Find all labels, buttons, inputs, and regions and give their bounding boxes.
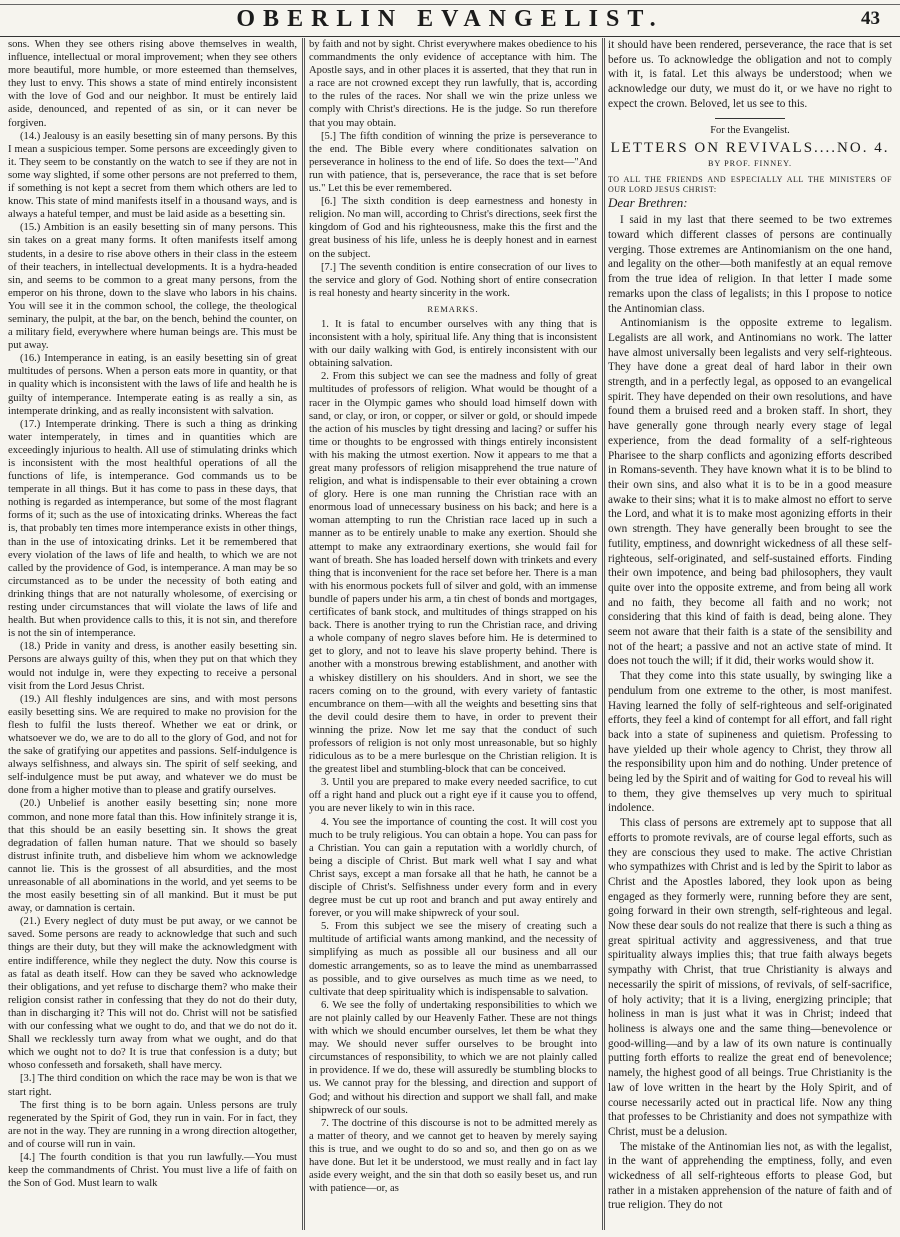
- paragraph: This class of persons are extremely apt to suppose that all efforts to promote revivals, are of course legal efforts, such as they are conscious they used to make. The active Christian who sympathizes with Christ and is led by the Spirit to labor as Christ and the Apostles labored, they look upon as being engaged as they formerly were, running before they are sent, going forward in their own strength, self-righteous and legal. Now these dear souls do not realize that there is such a thing as great spiritual activity and aggressiveness, and that true spirituality always implies this; that true faith always begets sympathy with Christ, that true Christianity is always and necessarily the spirit of missions, of revivals, of self-sacrifice, of holy activity; that it is a living, energizing principle; that holiness in man is just what it was in Christ; indeed that holiness is always one and the same thing—benevolence or good-willing—and by a law of its own nature is continually putting forth efforts to realize the great end of benevolence; namely, the highest good of all beings. True Christianity is the law of love written in the heart by the Holy Spirit, and of course necessarily acted out in practical life. Now any thing that professes to be Christianity and does not sympathize with Christ, must be a delusion.: [608, 817, 892, 1138]
- paragraph: The first thing is to be born again. Unless persons are truly regenerated by the Spirit of God, they run in vain. For in fact, they are not in the way. They are running in a wrong direction altogether, and of course will run in vain.: [8, 1099, 297, 1150]
- paragraph: 4. You see the importance of counting the cost. It will cost you much to be truly religious. You can obtain a hope. You can pass for a Christian. You can gain a reputation with a worldly church, of being a disciple of Christ. But mark well what I say and what Christ says, except a man forsake all that he hath, he cannot be a disciple of Christ's. Selfishness under every form and in every degree must be cut up root and branch and put away entirely and forever, or you will make shipwreck of your soul.: [309, 816, 597, 920]
- paragraph: The mistake of the Antinomian lies not, as with the legalist, in the want of apprehending the emptiness, folly, and even wickedness of all self-righteous efforts to please God, but rather in a mistaken apprehension of the nature of faith and of true religion. They do not: [608, 1140, 892, 1212]
- paragraph: [3.] The third condition on which the race may be won is that we start right.: [8, 1073, 297, 1098]
- column-3: [608, 38, 892, 1230]
- column-separator: [302, 38, 305, 1230]
- paragraph: it should have been rendered, perseverance, the race that is set before us. To acknowledge the obligation and not to comply with it, is fatal. Let this always be understood; when we acknowledge our duty, we must do it, or we have no right to expect the crown. Beloved, let us see to this.: [608, 39, 892, 110]
- paragraph: I said in my last that there seemed to be two extremes toward which different classes of persons are continually verging. Those extremes are Antinomianism on the one hand, and legality on the other—both manifestly at an equal remove from the true idea of religion. In that letter I made some remarks upon the class of legalists; in this I propose to notice the Antinomian class.: [608, 214, 892, 315]
- column-2: [309, 38, 597, 1230]
- paragraph: 7. The doctrine of this discourse is not to be admitted merely as a matter of theory, and we cannot get to heaven by merely saying this is true, and we ought to do so and so, and then go on as we have done. But let it be understood, we must really and in fact lay aside every weight, and the sin that doth so easily beset us, and run with patience—or, as: [309, 1117, 597, 1195]
- paragraph: (17.) Intemperate drinking. There is such a thing as drinking water intemperately, in times and in quantities which are exceedingly injurious to health. All use of stimulating drinks which is inconsistent with the most healthful operations of all the functions of life, is intemperance. God commands us to be temperate in all things. But it has come to pass in these days, that nothing is regarded as intemperance, but some of the most flagrant forms of it; such as the use of intoxicating drinks. Whereas the fact is, that probably ten times more intemperance exists in other things, than in the use of intoxicating drinks. Let it be remembered that every violation of the laws of life and health, to which we are not called by the providence of God, is intemperance. A man may be so circumstanced as to be under the necessity of both eating and drinking things that are not naturally wholesome, of exercising or resting under circumstances that will violate the laws of life and health. But when providence calls to this, it is not sin, and therefore is not the sin of intemperance.: [8, 418, 297, 640]
- paragraph: 6. We see the folly of undertaking responsibilities to which we are not plainly called by our Heavenly Father. These are not things with which we should encumber ourselves, let them be what they may. We should never suffer ourselves to be brought into circumstances of responsibility, to which we are not plainly called in providence. If we do, these will assuredly be stumbling blocks to us. We cannot pray for the blessing, and direction and support of God; and without his direction and support we shall fall, and make shipwreck of our souls.: [309, 999, 597, 1116]
- paragraph: (21.) Every neglect of duty must be put away, or we cannot be saved. Some persons are ready to acknowledge that such and such things are their duty, but they will make the acknowledgment with entire indifference, while they neglect the duty. Now this course is as fatal as death itself. How can they be saved who acknowledge their obligations, and yet refuse to discharge them? who make their religion consist rather in confessing that they do not do their duty, than in discharging it? This will not do. Christ will not be satisfied with our confessing what we ought to do, and that we do not do it. Shall we recklessly turn away from what we ought, and do that which we ought not to do? It is true that confession is a duty; but whoso confesseth and forsaketh, shall have mercy.: [8, 916, 297, 1072]
- paragraph: 5. From this subject we see the misery of creating such a multitude of artificial wants among mankind, and the necessity of simplifying as much as possible all our business and all our domestic arrangements, so as to leave the mind as unembarrassed as possible, and to give ourselves as much time as we need, to cultivate that deep spirituality which is indispensable to salvation.: [309, 921, 597, 998]
- masthead-rule: [0, 4, 900, 5]
- paragraph: That they come into this state usually, by swinging like a pendulum from one extreme to the other, is most manifest. Having learned the folly of self-righteous and self-originated efforts, they feel a kind of contempt for all effort, and fall right back into a state of supineness and quietism. Professing to have yielded up their whole agency to Christ, they throw all the responsibility upon him and do nothing. Under pretence of being led by the Spirit and of waiting for God to reveal his will to them, they give themselves up very much to spiritual indolence.: [608, 670, 892, 815]
- paragraph: [7.] The seventh condition is entire consecration of our lives to the service and glory of God. Nothing short of entire consecration is real honesty and hearty sincerity in the work.: [309, 261, 597, 299]
- article-title: LETTERS ON REVIVALS....NO. 4.: [610, 140, 890, 157]
- section-divider: [715, 118, 785, 119]
- byline: BY PROF. FINNEY.: [707, 158, 793, 168]
- column-1: [8, 38, 297, 1230]
- paragraph: (20.) Unbelief is another easily besetting sin; none more common, and none more fatal than this. How infinitely strange it is, that this should be an easily besetting sin. It shows the great degradation of fallen human nature. That we should so basely distrust infinite truth, and disbelieve him whom we acknowledge cannot lie. This is the grossest of all absurdities, and the most unreasonable of all abominations in the world, and yet seems to be the most easily besetting sin of all mankind. But it must be put away, or damnation is certain.: [8, 798, 297, 915]
- paragraph: Antinomianism is the opposite extreme to legalism. Legalists are all work, and Antinomians no work. The latter have almost universally been legalists and very self-righteous. They have done a great deal of hard labor in their own strength, and in a perfectly legal, as opposed to an evangelical spirit. They have depended on their own resolutions, and have found them a bruised reed and a broken staff. In short, they have generally gone through nearly every stage of legal experience, from the dead formality of a self-righteous Pharisee to the sharp conflicts and agonizing efforts described in Romans-seventh. They have known what it is to be blind to their own sins, and also what it is to be in a good measure awake to their sins; what it is to make almost no effort to serve the Lord, and what it is to make most agonizing efforts in their own strength. They have generally been brought to see the futility, emptiness, and downright wickedness of all these self-righteous, self-originated, and self-sustained efforts. Finding their own impotence, and being bad philosophers, they vault quite over into the opposite extreme, and from being all work and no faith, they become all faith and no work; not considering that this kind of faith is dead, being alone. They seem not aware that their faith is a state of the sensibility and not of the heart; a passive and not an active state of mind. It does not touch the will; if it did, their works would show it.: [608, 317, 892, 668]
- paragraph: (14.) Jealousy is an easily besetting sin of many persons. By this I mean a suspicious temper. Some persons are exceedingly given to it. They seem to be constantly on the watch to see if they are not in some way slighted, if some other persons are not preferred to them, if something is not kept a secret from them which others are led to know. This state of mind manifests itself in a thousand ways, and is always a hateful temper, and must be laid aside as a besetting sin.: [8, 130, 297, 221]
- remarks-heading: REMARKS.: [427, 303, 479, 314]
- paragraph: 3. Until you are prepared to make every needed sacrifice, to cut off a right hand and pluck out a right eye if it cause you to offend, you are never likely to win in this race.: [309, 777, 597, 815]
- paragraph: 2. From this subject we can see the madness and folly of great multitudes of professors of religion. What would be thought of a racer in the Olympic games who should load himself down with sand, or clay, or iron, or copper, or silver or gold, or should impede the action of his muscles by tight dressing and lacing? or suffer his time or thoughts to be engrossed with things entirely inconsistent with his making the utmost exertion. Now it appears to me that a great many professors of religion misapprehend the true nature of religion, and what is indispensable to their ever obtaining a crown of glory. Here is one man running the Christian race with an enormous load of unnecessary business on his back; and here is a woman attempting to run the Christian race laced up in such a manner as to be entirely unable to make any exertion. Should she attempt to make any extraordinary exertions, she would fail for want of breath. She has loaded herself down with trinkets and every thing that is inconvenient for the race set before her. There is a man with his enormous pockets full of silver and gold, with an immense bundle of papers under his arm, a tin chest of bonds and mortgages, certificates of bank stock, and multitudes of things strapped on his back. There is another trying to run the Christian race, and driving a whole company of negro slaves before him. He is determined to get to glory, and not to leave his slave property behind. There is another with a monstrous brewing establishment, and another with a whiskey distillery on his shoulders. And in short, we see the racers coming on to the ground, with every variety of fantastic encumbrance on them—with all the weights and besetting sins that the devil could desire them to have, in order to prevent their winning the prize. Now let me say that the conduct of such professors of religion is not only most unreasonable, but so highly ridiculous as to be a mere burlesque on the Christian religion. It is the greatest libel and stumbling-block that can be conceived.: [309, 371, 597, 776]
- masthead: [0, 0, 900, 37]
- paragraph: sons. When they see others rising above themselves in wealth, influence, intellectual or moral improvement; when they see others more beautiful, more humble, or more esteemed than themselves, they lust to envy. This shows a state of mind entirely inconsistent with the love of God and our neighbor. It must be entirely laid aside, denounced, and repented of as sin, or it can never be forgiven.: [8, 39, 297, 129]
- paragraph: (19.) All fleshly indulgences are sins, and with most persons easily besetting sins. We are required to make no provision for the flesh to fulfil the lusts thereof. Whether we eat or drink, or whatsoever we do, we are to do all to the glory of God, and not for the sake of gratifying our appetites and passions. Self-indulgence is always selfishness, and always sin. The spirit of self seeking, and self-indulgence must be put away, and whatever we do must be done from a higher motive than to please and gratify ourselves.: [8, 693, 297, 797]
- column-separator: [602, 38, 605, 1230]
- paragraph: [6.] The sixth condition is deep earnestness and honesty in religion. No man will, according to Christ's directions, seek first the kingdom of God and his righteousness, make this the first and the great business of his life, unless he is deeply honest and in earnest on the subject.: [309, 196, 597, 260]
- paragraph: by faith and not by sight. Christ everywhere makes obedience to his commandments the only evidence of acceptance with him. The Apostle says, and in other places it is asserted, that they that run in a race are not crowned except they run lawfully, that is, according to the rules of the races. Nor shall we win the prize unless we comply with Christ's directions. He is the judge. So run therefore that you may obtain.: [309, 39, 597, 129]
- address-line: TO ALL THE FRIENDS AND ESPECIALLY ALL THE MINISTERS OF OUR LORD JESUS CHRIST:: [608, 174, 892, 194]
- paragraph: (15.) Ambition is an easily besetting sin of many persons. This sin takes on a great many forms. It often manifests itself among students, in a desire to rise above others in their class in the esteem of their teachers, in intellectual developments. It is a hydra-headed sin, and seems to be common to a great many persons, from the emperor on his throne, down to the slave who labors in his chains. You will see it in the common school, the college, the theological seminary, the pulpit, at the bar, on the bench, behind the counter, on a military field, everywhere where human beings are. This must be put away.: [8, 222, 297, 352]
- paragraph: (16.) Intemperance in eating, is an easily besetting sin of great multitudes of persons. When a person eats more in quantity, or that in quality which is inconsistent with the laws of life and health he is guilty of intemperance. Intemperate eating is as really a sin, as intemperate drinking, and as really inconsistent with salvation.: [8, 353, 297, 417]
- paragraph: [4.] The fourth condition is that you run lawfully.—You must keep the commandments of Christ. You must live a life of faith on the Son of God. Must learn to walk: [8, 1151, 297, 1190]
- paragraph: (18.) Pride in vanity and dress, is another easily besetting sin. Persons are always guilty of this, when they put on that which they would not indulge in, were they expecting to receive a personal visit from the Lord Jesus Christ.: [8, 641, 297, 692]
- page-number: 43: [861, 8, 880, 29]
- masthead-title: OBERLIN EVANGELIST.: [236, 6, 664, 32]
- for-the-evangelist: For the Evangelist.: [710, 124, 790, 136]
- paragraph: 1. It is fatal to encumber ourselves with any thing that is inconsistent with a holy, spiritual life. Any thing that is inconsistent with our daily walking with God, is entirely inconsistent with our obtaining salvation.: [309, 318, 597, 370]
- salutation: Dear Brethren:: [608, 194, 688, 210]
- paragraph: [5.] The fifth condition of winning the prize is perseverance to the end. The Bible every where conditionates salvation on perseverance in holiness to the end of life. So does the text—"And run with patience, that is, perseverance, the race that is set before us." Let this be ever remembered.: [309, 130, 597, 195]
